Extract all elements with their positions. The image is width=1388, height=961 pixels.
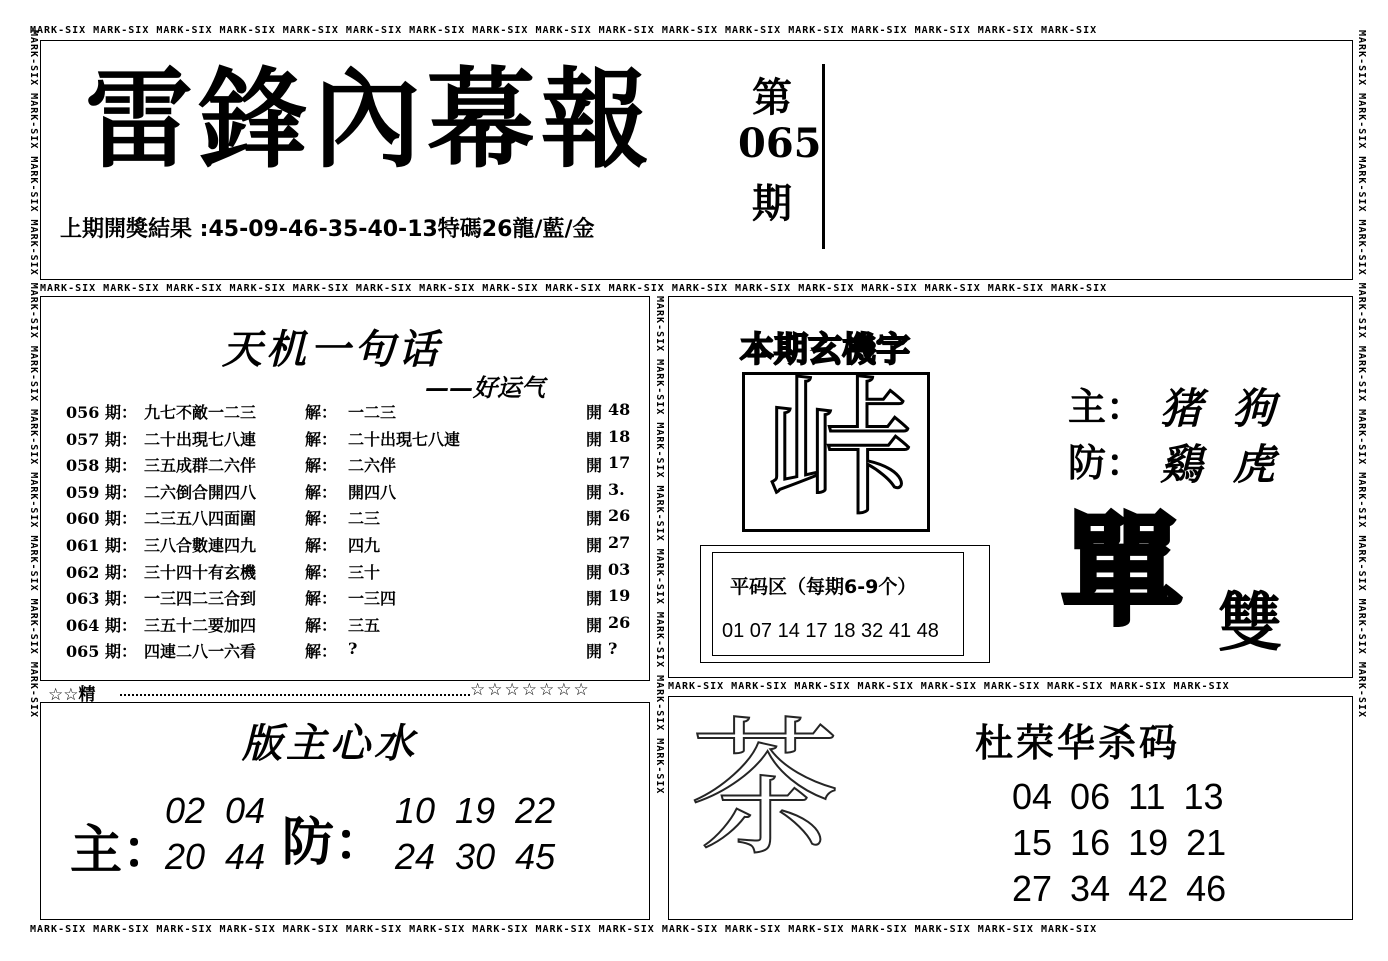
tianji-row-jie-label: 解： — [305, 536, 338, 555]
banzhu-fang-row2: 24 30 45 — [395, 836, 556, 877]
pingma-numbers: 01 07 14 17 18 32 41 48 — [722, 620, 939, 642]
tianji-row-kai-label: 開 — [586, 615, 603, 635]
tianji-row-number: 3. — [608, 479, 625, 499]
tianji-row-kai-label: 開 — [586, 509, 603, 529]
tianji-row-jie-label: 解： — [305, 642, 338, 662]
top-border-strip — [30, 22, 1365, 40]
tianji-row-number: 27 — [608, 533, 631, 552]
dan-character: 單 — [1062, 503, 1182, 642]
tianji-row-answer: 一二三 — [348, 403, 397, 422]
zhu-label: 主： — [1068, 384, 1145, 429]
tianji-row-period: 060 期： — [66, 509, 137, 529]
header-divider — [822, 64, 825, 249]
tianji-row-kai-label: 開 — [586, 429, 603, 449]
tianji-row-phrase: 三五成群二六伴 — [144, 456, 257, 476]
tianji-row-phrase: 一三四二三合到 — [144, 589, 257, 609]
banzhu-title: 版主心水 — [242, 720, 418, 767]
tianji-row-answer: 三十 — [348, 562, 381, 582]
banzhu-zhu-row1: 02 04 — [165, 790, 266, 831]
tianji-row-period: 064 期： — [66, 615, 137, 635]
bottom-border-strip — [30, 921, 1365, 939]
tianji-row-jie-label: 解： — [305, 403, 338, 422]
border-text: MARK-SIX MARK-SIX MARK-SIX MARK-SIX MARK-SIX MARK-SIX MARK-SIX MARK-SIX MARK-SIX MARK-SIX MARK-SIX — [28, 30, 39, 719]
tianji-row-number: 17 — [608, 453, 631, 473]
page-title: 雷鋒內幕報 — [85, 57, 656, 183]
tianji-row-jie-label: 解： — [305, 509, 338, 529]
last-result: 上期開獎結果 :45-09-46-35-40-13特碼26龍/藍/金 — [60, 217, 595, 242]
tianji-row-period: 061 期： — [66, 536, 137, 555]
fang-label: 防： — [1068, 440, 1145, 485]
star-left: ☆☆精 — [48, 685, 96, 705]
sha-deco-character: 茶 — [690, 703, 841, 877]
tianji-subtitle: ——好运气 — [425, 373, 545, 402]
tianji-row-phrase: 三十四十有玄機 — [144, 562, 257, 582]
tianji-row-number: 48 — [608, 400, 631, 419]
fang-value: 鷄 虎 — [1160, 440, 1283, 489]
tianji-row-number: 26 — [608, 506, 631, 526]
tianji-row-jie-label: 解： — [305, 589, 338, 609]
tianji-row-kai-label: 開 — [586, 482, 603, 502]
sha-title: 杜荣华杀码 — [975, 720, 1181, 765]
tianji-row-phrase: 三五十二要加四 — [144, 615, 257, 635]
star-right: ☆☆☆☆☆☆☆ — [470, 680, 591, 700]
banzhu-fang-label: 防： — [282, 812, 387, 873]
tianji-row-kai-label: 開 — [586, 562, 603, 582]
tianji-row-answer: ? — [348, 639, 358, 659]
issue-suffix: 期 — [752, 180, 792, 227]
issue-prefix: 第 — [752, 74, 792, 121]
tianji-row-period: 062 期： — [66, 562, 137, 582]
tianji-row-jie-label: 解： — [305, 456, 338, 476]
tianji-row-jie-label: 解： — [305, 562, 338, 582]
tianji-row-kai-label: 開 — [586, 642, 603, 662]
tianji-row-phrase: 二十出現七八連 — [144, 429, 257, 449]
pingma-title: 平码区（每期6-9个） — [730, 576, 917, 598]
tianji-row-answer: 二六伴 — [348, 456, 397, 476]
border-text: MARK-SIX MARK-SIX MARK-SIX MARK-SIX MARK-SIX MARK-SIX MARK-SIX MARK-SIX — [654, 296, 665, 795]
tianji-row-phrase: 九七不敵一二三 — [144, 403, 257, 422]
border-text: MARK-SIX MARK-SIX MARK-SIX MARK-SIX MARK-SIX MARK-SIX MARK-SIX MARK-SIX MARK-SIX MARK-SIX MARK-SIX MARK-SIX MARK-SIX MARK-SIX MARK-SIX MARK-SIX MARK-SIX — [40, 283, 1108, 294]
tianji-row-phrase: 二六倒合開四八 — [144, 482, 257, 502]
border-text: MARK-SIX MARK-SIX MARK-SIX MARK-SIX MARK-SIX MARK-SIX MARK-SIX MARK-SIX MARK-SIX MARK-SIX MARK-SIX MARK-SIX MARK-SIX MARK-SIX MARK-SIX MARK-SIX MARK-SIX — [30, 25, 1098, 36]
zhu-value: 猪 狗 — [1160, 384, 1283, 433]
tianji-row-period: 065 期： — [66, 642, 137, 662]
tianji-row-answer: 二十出現七八連 — [348, 429, 461, 449]
center-divider-strip — [650, 296, 668, 921]
star-dotted-line — [120, 694, 470, 696]
tianji-row-period: 058 期： — [66, 456, 137, 476]
tianji-row-kai-label: 開 — [586, 403, 603, 422]
issue-number: 065 — [738, 120, 822, 167]
tianji-row-answer: 一三四 — [348, 589, 397, 609]
tianji-row-phrase: 四連二八一六看 — [144, 642, 257, 662]
tianji-row-jie-label: 解： — [305, 615, 338, 635]
border-text: MARK-SIX MARK-SIX MARK-SIX MARK-SIX MARK-SIX MARK-SIX MARK-SIX MARK-SIX MARK-SIX MARK-SIX MARK-SIX MARK-SIX MARK-SIX MARK-SIX MARK-SIX MARK-SIX MARK-SIX — [30, 924, 1098, 935]
sha-number-row: 04 06 11 13 — [1012, 776, 1224, 817]
sha-number-row: 15 16 19 21 — [1012, 822, 1227, 863]
right-mid-border-strip — [668, 678, 1358, 696]
tianji-row-kai-label: 開 — [586, 589, 603, 609]
tianji-row-answer: 四九 — [348, 536, 381, 555]
shuang-character: 雙 — [1218, 587, 1282, 661]
tianji-row-kai-label: 開 — [586, 456, 603, 476]
tianji-row-number: 18 — [608, 426, 631, 446]
banzhu-zhu-row2: 20 44 — [165, 836, 266, 877]
banzhu-zhu-label: 主： — [70, 820, 175, 881]
tianji-row-answer: 三五 — [348, 615, 381, 635]
tianji-row-period: 056 期： — [66, 403, 137, 422]
tianji-row-period: 059 期： — [66, 482, 137, 502]
tianji-row-answer: 二三 — [348, 509, 381, 529]
xuanji-title: 本期玄機字 — [740, 330, 910, 370]
banzhu-fang-row1: 10 19 22 — [395, 790, 556, 831]
border-text: MARK-SIX MARK-SIX MARK-SIX MARK-SIX MARK-SIX MARK-SIX MARK-SIX MARK-SIX MARK-SIX MARK-SIX MARK-SIX — [1356, 30, 1367, 719]
tianji-row-jie-label: 解： — [305, 429, 338, 449]
tianji-row-kai-label: 開 — [586, 536, 603, 555]
tianji-row-number: 26 — [608, 612, 631, 632]
sha-number-row: 27 34 42 46 — [1012, 868, 1227, 909]
border-text: MARK-SIX MARK-SIX MARK-SIX MARK-SIX MARK-SIX MARK-SIX MARK-SIX MARK-SIX MARK-SIX — [668, 681, 1230, 692]
tianji-row-phrase: 三八合數連四九 — [144, 536, 257, 555]
tianji-row-period: 063 期： — [66, 589, 137, 609]
tianji-row-number: ? — [608, 639, 618, 659]
tianji-row-period: 057 期： — [66, 429, 137, 449]
tianji-row-jie-label: 解： — [305, 482, 338, 502]
xuanji-character: 峠 — [765, 363, 916, 537]
tianji-title: 天机一句话 — [222, 326, 442, 373]
tianji-row-answer: 開四八 — [348, 482, 397, 502]
tianji-row-number: 19 — [608, 586, 631, 606]
right-border-strip — [1352, 30, 1370, 930]
tianji-row-number: 03 — [608, 559, 631, 579]
tianji-row-phrase: 二三五八四面圍 — [144, 509, 257, 529]
